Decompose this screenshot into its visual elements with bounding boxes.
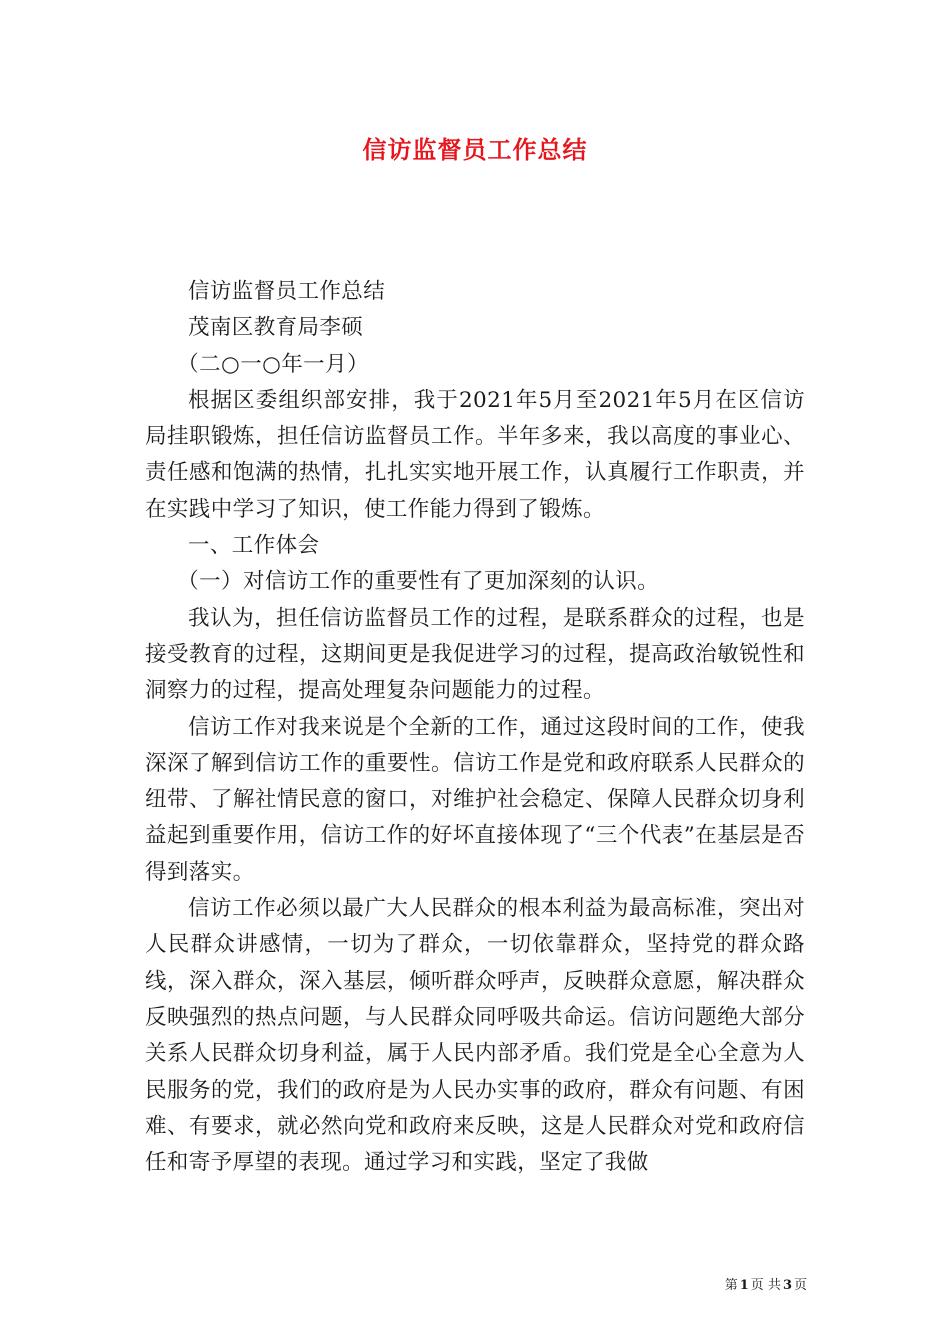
paragraph-body: 信访工作对我来说是个全新的工作，通过这段时间的工作，使我深深了解到信访工作的重要性。信访工作是党和政府联系人民群众的纽带、了解社情民意的窗口，对维护社会稳定、保障人民群众切身利益起到重要作用，信访工作的好坏直接体现了“三个代表”在基层是否得到落实。 — [145, 714, 805, 885]
paragraph-heading: 信访监督员工作总结 — [188, 279, 386, 304]
current-page-number: 1 — [739, 1278, 749, 1293]
paragraph-author: 茂南区教育局李硕 — [188, 315, 364, 341]
paragraph-body: 信访工作必须以最广大人民群众的根本利益为最高标准，突出对人民群众讲感情，一切为了群众，一切依靠群众，坚持党的群众路线，深入群众，深入基层，倾听群众呼声，反映群众意愿，解决群众反映强烈的热点问题，与人民群众同呼吸共命运。信访问题绝大部分关系人民群众切身利益，属于人民内部矛盾。我们党是全心全意为人民服务的党，我们的政府是为人民办实事的政府，群众有问题、有困难、有要求，就必然向党和政府来反映，这是人民群众对党和政府信任和寄予厚望的表现。通过学习和实践，坚定了我做 — [145, 896, 805, 1176]
subsection-heading-importance: （一）对信访工作的重要性有了更加深刻的认识。 — [177, 569, 660, 595]
paragraph-date: （二○一○年一月） — [177, 351, 369, 377]
paragraph-body: 我认为，担任信访监督员工作的过程，是联系群众的过程，也是接受教育的过程，这期间更是我促进学习的过程，提高政治敏锐性和洞察力的过程，提高处理复杂问题能力的过程。 — [145, 605, 805, 704]
paragraph-intro: 根据区委组织部安排，我于2021年5月至2021年5月在区信访局挂职锻炼，担任信访监督员工作。半年多来，我以高度的事业心、责任感和饱满的热情，扎扎实实地开展工作，认真履行工作职责，并在实践中学习了知识，使工作能力得到了锻炼。 — [145, 387, 805, 522]
total-page-count: 3 — [782, 1278, 792, 1293]
document-body — [145, 274, 805, 1181]
page-number-footer — [725, 1276, 807, 1296]
footer-suffix: 页 — [793, 1278, 807, 1293]
document-title: 信访监督员工作总结 — [362, 135, 588, 164]
footer-mid: 页 共 — [750, 1278, 781, 1293]
section-heading-work-experience: 一、工作体会 — [188, 533, 320, 559]
footer-prefix: 第 — [724, 1278, 738, 1293]
